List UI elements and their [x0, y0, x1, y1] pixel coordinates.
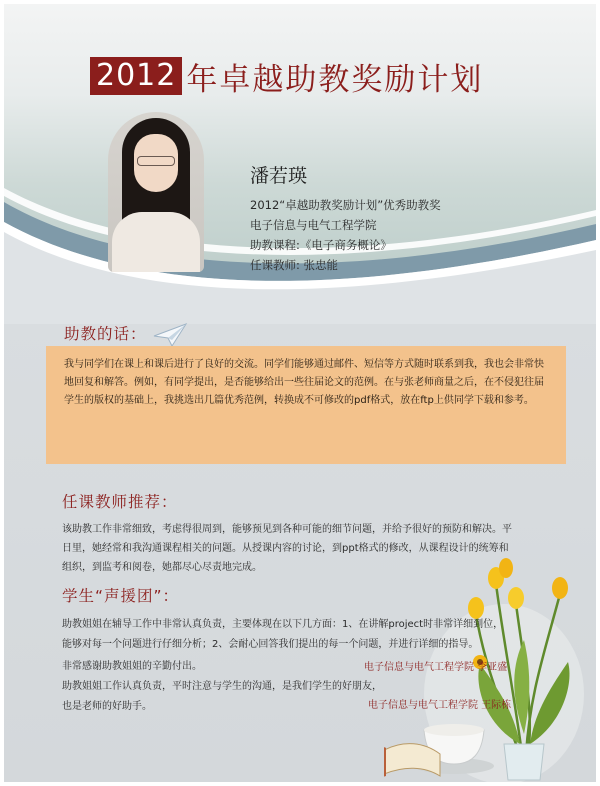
paper-plane-icon	[152, 322, 188, 348]
student-support-heading: 学生“声援团”：	[62, 587, 180, 605]
signature-2: 电子信息与电气工程学院 王际栋	[368, 700, 512, 711]
person-name: 潘若瑛	[250, 165, 308, 187]
student-line-1: 助教姐姐在辅导工作中非常认真负责，主要体现在以下几方面：1、在讲解project时非常详细到位，	[62, 619, 504, 630]
student-line-2: 能够对每一个问题进行仔细分析；2、会耐心回答我们提出的每一个问题，并进行详细的指导。	[62, 639, 479, 650]
title-year: 2012	[90, 57, 182, 95]
student-line-4: 助教姐姐工作认真负责，平时注意与学生的沟通，是我们学生的好朋友，	[62, 681, 382, 692]
course-line: 助教课程:《电子商务概论》	[250, 238, 392, 252]
teacher-line-3: 组织，到监考和阅卷，她都尽心尽责地完成。	[62, 562, 262, 573]
assistant-words-box	[46, 346, 566, 464]
teacher-line-1: 该助教工作非常细致，考虑得很周到，能够预见到各种可能的细节问题，并给予很好的预防和解决。平	[62, 524, 512, 535]
assistant-words-heading: 助教的话：	[64, 325, 147, 343]
award-line: 2012“卓越助教奖励计划”优秀助教奖	[250, 198, 441, 212]
teacher-recommend-heading: 任课教师推荐：	[62, 493, 178, 511]
words-line-3: 学生的版权的基础上，我挑选出几篇优秀范例，转换成不可修改的pdf格式，放在ftp上供同学下载和参考。	[64, 395, 534, 406]
teacher-line: 任课教师: 张忠能	[250, 258, 339, 272]
student-line-3: 非常感谢助教姐姐的辛勤付出。	[62, 661, 202, 672]
portrait-photo	[108, 112, 204, 272]
award-poster	[4, 4, 596, 782]
school-line: 电子信息与电气工程学院	[250, 218, 377, 232]
words-line-2: 地回复和解答。例如，有同学提出，是否能够给出一些往届论文的范例。在与张老师商量之后，在不侵犯往届	[64, 377, 544, 388]
title-text: 年卓越助教奖励计划	[186, 61, 484, 98]
student-line-5: 也是老师的好助手。	[62, 701, 152, 712]
signature-1: 电子信息与电气工程学院 李亚盛	[364, 662, 508, 673]
words-line-1: 我与同学们在课上和课后进行了良好的交流。同学们能够通过邮件、短信等方式随时联系到我，我也会非常快	[64, 359, 544, 370]
teacher-line-2: 日里，她经常和我沟通课程相关的问题。从授课内容的讨论，到ppt格式的修改，从课程设计的统筹和	[62, 543, 509, 554]
page-title	[90, 54, 483, 98]
